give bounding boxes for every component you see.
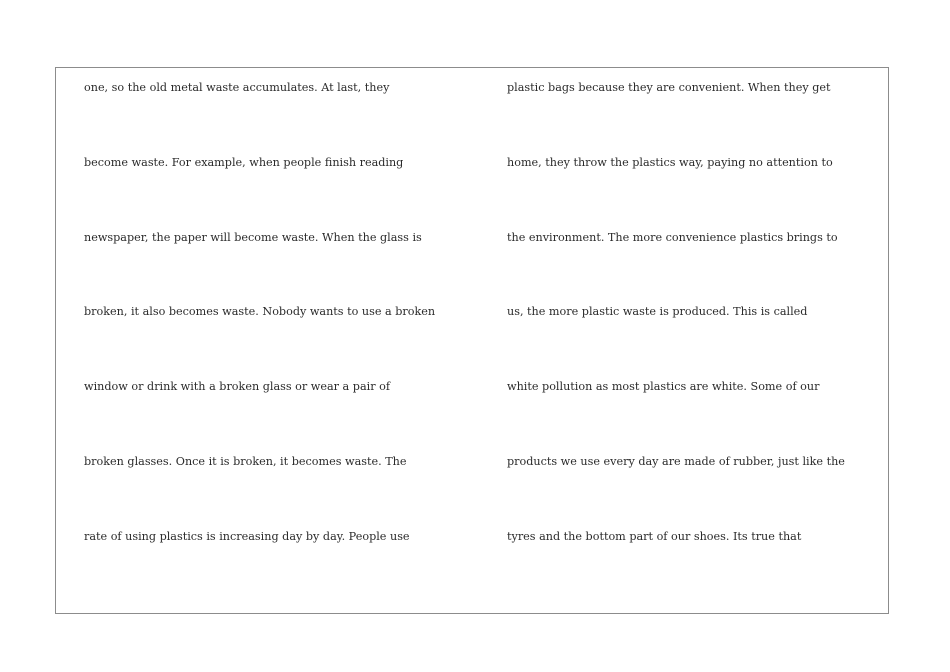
text-line: tyres and the bottom part of our shoes. Its true that [507,530,802,543]
document-page [55,67,889,614]
text-line: become waste. For example, when people finish reading [84,156,404,169]
text-line: products we use every day are made of rubber, just like the [507,455,845,468]
text-line: one, so the old metal waste accumulates. At last, they [84,81,390,94]
text-line: newspaper, the paper will become waste. When the glass is [84,231,422,244]
text-line: home, they throw the plastics way, paying no attention to [507,156,833,169]
text-line: the environment. The more convenience plastics brings to [507,231,838,244]
text-line: broken, it also becomes waste. Nobody wants to use a broken [84,305,436,318]
left-text-column [84,68,484,613]
text-line: broken glasses. Once it is broken, it becomes waste. The [84,455,407,468]
text-line: rate of using plastics is increasing day by day. People use [84,530,410,543]
right-text-column [507,68,888,613]
text-line: plastic bags because they are convenient. When they get [507,81,831,94]
text-line: window or drink with a broken glass or wear a pair of [84,380,390,393]
text-line: us, the more plastic waste is produced. This is called [507,305,808,318]
text-line: white pollution as most plastics are white. Some of our [507,380,820,393]
